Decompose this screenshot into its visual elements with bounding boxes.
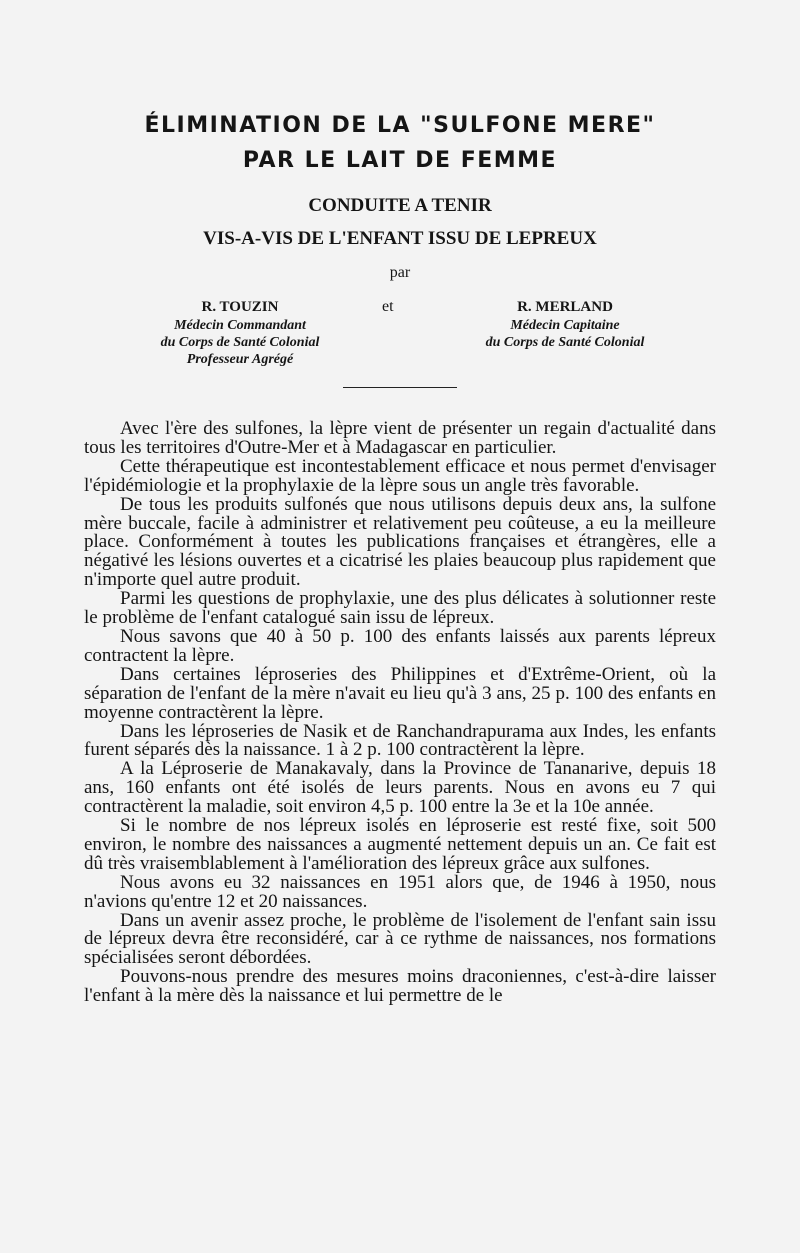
- author-name: R. TOUZIN: [201, 299, 279, 315]
- author-merland: [440, 297, 690, 351]
- title-line-1: ÉLIMINATION DE LA "SULFONE MERE": [144, 113, 656, 138]
- byline-et: et: [382, 298, 394, 315]
- subtitle-line-1: CONDUITE A TENIR: [308, 195, 492, 216]
- paragraph: Parmi les questions de prophylaxie, une des plus délicates à solutionner reste le problème de l'enfant catalogué sain issu de lépreux.: [84, 588, 716, 629]
- article-body: [84, 420, 716, 1006]
- paragraph: Nous savons que 40 à 50 p. 100 des enfants laissés aux parents lépreux contractent la lèpre.: [84, 625, 716, 666]
- separator-rule: [343, 387, 457, 388]
- paragraph: Si le nombre de nos lépreux isolés en léproserie est resté fixe, soit 500 environ, le nombre des naissances a augmenté nettement depuis un an. Ce fait est dû très vraisemblablement à l'amélioration des lépreux grâce aux sulfones.: [84, 815, 716, 874]
- author-name: R. MERLAND: [517, 299, 613, 315]
- paragraph: Dans les léproseries de Nasik et de Ranchandrapurama aux Indes, les enfants furent séparés dès la naissance. 1 à 2 p. 100 contractèrent la lèpre.: [84, 720, 716, 761]
- subtitle-line-2: VIS-A-VIS DE L'ENFANT ISSU DE LEPREUX: [203, 228, 597, 249]
- paragraph: A la Léproserie de Manakavaly, dans la Province de Tananarive, depuis 18 ans, 160 enfants ont été isolés de leurs parents. Nous en avons eu 7 qui contractèrent la maladie, soit environ 4,5 p. 100 entre la 3e et la 10e année.: [84, 758, 716, 818]
- byline-par: par: [389, 264, 411, 281]
- author-role: Médecin Capitaine: [510, 318, 620, 333]
- paragraph: Nous avons eu 32 naissances en 1951 alors que, de 1946 à 1950, nous n'avions qu'entre 12 et 20 naissances.: [84, 871, 716, 912]
- author-role: Médecin Commandant: [174, 318, 306, 333]
- author-role: Professeur Agrégé: [186, 352, 294, 367]
- title-line-2: PAR LE LAIT DE FEMME: [242, 148, 558, 173]
- author-role: du Corps de Santé Colonial: [160, 335, 320, 350]
- paragraph: Avec l'ère des sulfones, la lèpre vient de présenter un regain d'actualité dans tous les territoires d'Outre-Mer et à Madagascar en particulier.: [84, 418, 716, 458]
- paragraph: Dans un avenir assez proche, le problème de l'isolement de l'enfant sain issu de lépreux devra être reconsidéré, car à ce rythme de naissances, nos formations spécialisées seront débordées.: [84, 909, 716, 969]
- paragraph: Dans certaines léproseries des Philippines et d'Extrême-Orient, où la séparation de l'enfant de la mère n'avait eu lieu qu'à 3 ans, 25 p. 100 des enfants en moyenne contractèrent la lèpre.: [84, 663, 716, 723]
- paragraph: De tous les produits sulfonés que nous utilisons depuis deux ans, la sulfone mère buccale, facile à administrer et relativement peu coûteuse, a eu la meilleure place. Conformément à toutes les publications françaises et étrangères, elle a négativé les lésions ouvertes et a cicatrisé les plaies beaucoup plus rapidement que n'importe quel autre produit.: [84, 493, 716, 591]
- author-role: du Corps de Santé Colonial: [485, 335, 645, 350]
- paragraph: Cette thérapeutique est incontestablement efficace et nous permet d'envisager l'épidémiologie et la prophylaxie de la lèpre sous un angle très favorable.: [84, 455, 716, 496]
- paragraph: Pouvons-nous prendre des mesures moins draconiennes, c'est-à-dire laisser l'enfant à la mère dès la naissance et lui permettre de le: [84, 966, 716, 1007]
- author-touzin: [110, 297, 370, 368]
